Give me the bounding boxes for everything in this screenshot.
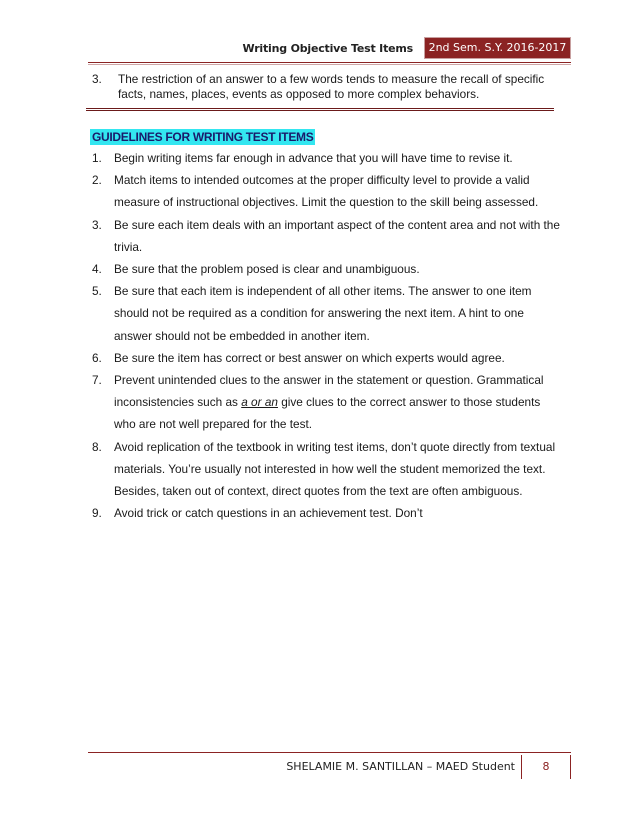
list-item (92, 436, 564, 503)
guidelines-list (92, 147, 564, 524)
header-rule (88, 62, 571, 63)
list-item-number: 1. (92, 151, 102, 165)
list-item-number: 6. (92, 350, 102, 365)
list-item-number: 4. (92, 262, 102, 277)
list-item (92, 280, 564, 347)
header-rule-light (88, 64, 571, 65)
list-item-number: 3. (92, 217, 102, 232)
page-header (88, 37, 571, 61)
list-item-text: Avoid replication of the textbook in writing test items, don’t quote directly from textual materials. You’re usually not interested in how well the student memorized the text. Besides, taken out of context, direct quotes from the text are often ambiguous. (114, 439, 556, 499)
list-item-text: Avoid trick or catch questions in an achievement test. Don’t (114, 506, 423, 521)
intro-section (92, 72, 562, 111)
list-item-text-before: Prevent unintended clues to the answer in the statement or question. Grammatical inconsistencies such as (114, 373, 544, 410)
list-item (92, 258, 564, 280)
list-item-text-after: give clues to the correct answer to those students who are not well prepared for the test. (114, 395, 541, 432)
list-item-number: 9. (92, 506, 102, 521)
list-item-text: Be sure the item has correct or best answer on which experts would agree. (114, 350, 505, 365)
list-item-text: Be sure that each item is independent of all other items. The answer to one item should not be required as a condition for answering the next item. A hint to one answer should not be embedded in another item. (114, 284, 532, 343)
semester-badge: 2nd Sem. S.Y. 2016-2017 (424, 37, 571, 59)
list-item-number: 2. (92, 173, 102, 188)
emphasis-text: a or an (241, 395, 278, 410)
list-item-text: Be sure that the problem posed is clear and unambiguous. (114, 262, 420, 277)
author-label: SHELAMIE M. SANTILLAN – MAED Student (286, 760, 515, 773)
list-item (92, 214, 564, 258)
list-item (92, 369, 564, 436)
list-item-number: 8. (92, 439, 102, 454)
list-item-number: 7. (92, 373, 102, 388)
footer-rule (88, 752, 571, 753)
list-item-text: Begin writing items far enough in advance that you will have time to revise it. (114, 151, 513, 165)
section-heading: GUIDELINES FOR WRITING TEST ITEMS (92, 130, 314, 144)
list-item (92, 347, 564, 369)
intro-list-item (92, 72, 562, 102)
list-item (92, 147, 564, 169)
list-item-text: Be sure each item deals with an important aspect of the content area and not with the trivia. (114, 217, 560, 254)
list-item (92, 502, 564, 524)
page-footer (88, 752, 571, 782)
list-item (92, 169, 564, 213)
intro-item-text: The restriction of an answer to a few words tends to measure the recall of specific facts, names, places, events as opposed to more complex behaviors. (118, 72, 545, 101)
list-item-text: Match items to intended outcomes at the proper difficulty level to provide a valid measure of instructional objectives. Limit the question to the skill being assessed. (114, 173, 539, 210)
document-title: Writing Objective Test Items (242, 42, 413, 55)
section-divider (86, 108, 554, 111)
intro-item-number: 3. (92, 72, 102, 86)
page-number: 8 (521, 755, 571, 779)
list-item-number: 5. (92, 284, 102, 299)
